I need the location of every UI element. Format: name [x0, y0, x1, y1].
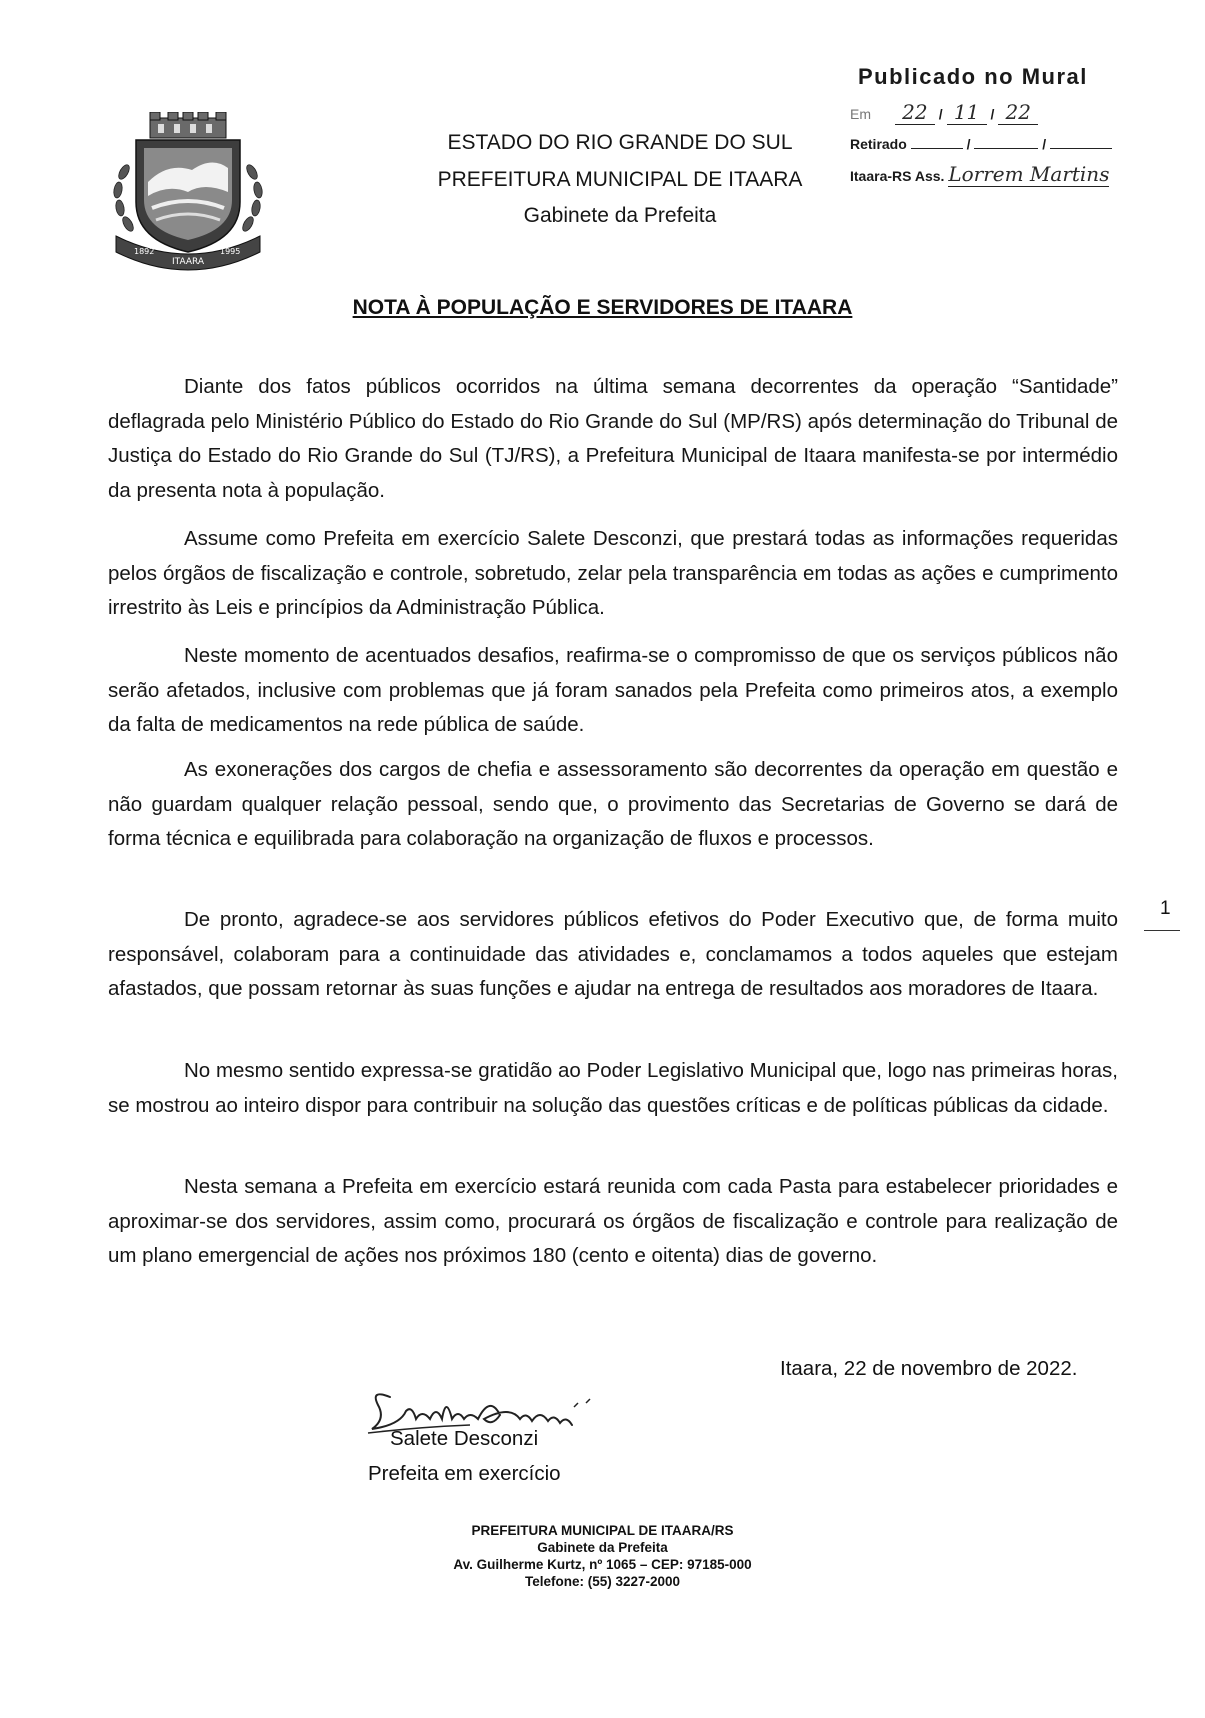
- footer-office: Gabinete da Prefeita: [537, 1540, 668, 1555]
- paragraph: Diante dos fatos públicos ocorridos na última semana decorrentes da operação “Santidade” deflagrada pelo Ministério Público do Estado do Rio Grande do Sul (MP/RS) após determinação do Tribunal de Justiça do Estado do Rio Grande do Sul (TJ/RS), a Prefeitura Municipal de Itaara manifesta-se por intermédio da presenta nota à população.: [108, 375, 1118, 502]
- stamp-title: Publicado no Mural: [858, 64, 1088, 89]
- ribbon-year-right: 1995: [220, 247, 241, 256]
- stamp-em-label: Em: [850, 106, 871, 122]
- paragraph: Assume como Prefeita em exercício Salete Desconzi, que prestará todas as informações requeridas pelos órgãos de fiscalização e controle, sobretudo, zelar pela transparência em todas as ações e cumprimento irrestrito às Leis e princípios da Administração Pública.: [108, 527, 1118, 619]
- signatory-role: Prefeita em exercício: [368, 1462, 561, 1485]
- stamp-ass-label: Itaara-RS Ass.: [850, 168, 945, 184]
- footer-phone: Telefone: (55) 3227-2000: [524, 1574, 681, 1589]
- ribbon-year-left: 1892: [134, 247, 155, 256]
- stamp-retirado-year-blank: [1050, 148, 1112, 149]
- publication-stamp: [850, 64, 1190, 214]
- document-title: NOTA À POPULAÇÃO E SERVIDORES DE ITAARA: [352, 296, 853, 319]
- header-state: ESTADO DO RIO GRANDE DO SUL: [447, 131, 793, 154]
- stamp-year: 22: [998, 100, 1038, 125]
- stamp-retirado-day-blank: [911, 148, 963, 149]
- paragraph: No mesmo sentido expressa-se gratidão ao Poder Legislativo Municipal que, logo nas primeiras horas, se mostrou ao inteiro dispor para contribuir na solução das questões críticas e de políticas públicas da cidade.: [108, 1059, 1118, 1117]
- paragraph: Nesta semana a Prefeita em exercício estará reunida com cada Pasta para estabelecer prioridades e aproximar-se dos servidores, assim como, procurará os órgãos de fiscalização e controle para realização de um plano emergencial de ações nos próximos 180 (cento e oitenta) dias de governo.: [108, 1175, 1118, 1267]
- header-city-hall: PREFEITURA MUNICIPAL DE ITAARA: [437, 168, 803, 191]
- date-line: Itaara, 22 de novembro de 2022.: [780, 1357, 1078, 1380]
- paragraph: De pronto, agradece-se aos servidores públicos efetivos do Poder Executivo que, de forma muito responsável, colaboram para a continuidade das atividades e, conclamamos a todos aqueles que estejam afastados, que possam retornar às suas funções e ajudar na entrega de resultados aos moradores de Itaara.: [108, 908, 1118, 1000]
- stamp-month: 11: [947, 100, 987, 125]
- footer-address: Av. Guilherme Kurtz, nº 1065 – CEP: 97185-000: [453, 1557, 752, 1572]
- letterhead-footer: [0, 1522, 1205, 1590]
- stamp-signature-row: [850, 162, 1109, 187]
- ribbon-name: ITAARA: [172, 257, 205, 267]
- paragraph: As exonerações dos cargos de chefia e assessoramento são decorrentes da operação em questão e não guardam qualquer relação pessoal, sendo que, o provimento das Secretarias de Governo se dará de forma técnica e equilibrada para colaboração na organização de fluxos e processos.: [108, 758, 1118, 850]
- coat-of-arms-logo: [108, 112, 268, 272]
- footer-institution: PREFEITURA MUNICIPAL DE ITAARA/RS: [471, 1523, 734, 1538]
- header-office: Gabinete da Prefeita: [523, 204, 717, 227]
- stamp-date-row: Em 22 / 11 / 22: [850, 100, 1038, 125]
- stamp-retirado-label: Retirado: [850, 136, 907, 152]
- paragraph: Neste momento de acentuados desafios, reafirma-se o compromisso de que os serviços públicos não serão afetados, inclusive com problemas que já foram sanados pela Prefeita como primeiros atos, a exemplo da falta de medicamentos na rede pública de saúde.: [108, 644, 1118, 736]
- stamp-handwritten-signature: Lorrem Martins: [948, 162, 1110, 186]
- page-number-rule: [1144, 930, 1180, 931]
- stamp-day: 22: [895, 100, 935, 125]
- page-number: 1: [1160, 898, 1171, 919]
- signatory-name: Salete Desconzi: [390, 1427, 539, 1450]
- stamp-retirado-month-blank: [974, 148, 1038, 149]
- stamp-retirado-row: Retirado / /: [850, 136, 1112, 152]
